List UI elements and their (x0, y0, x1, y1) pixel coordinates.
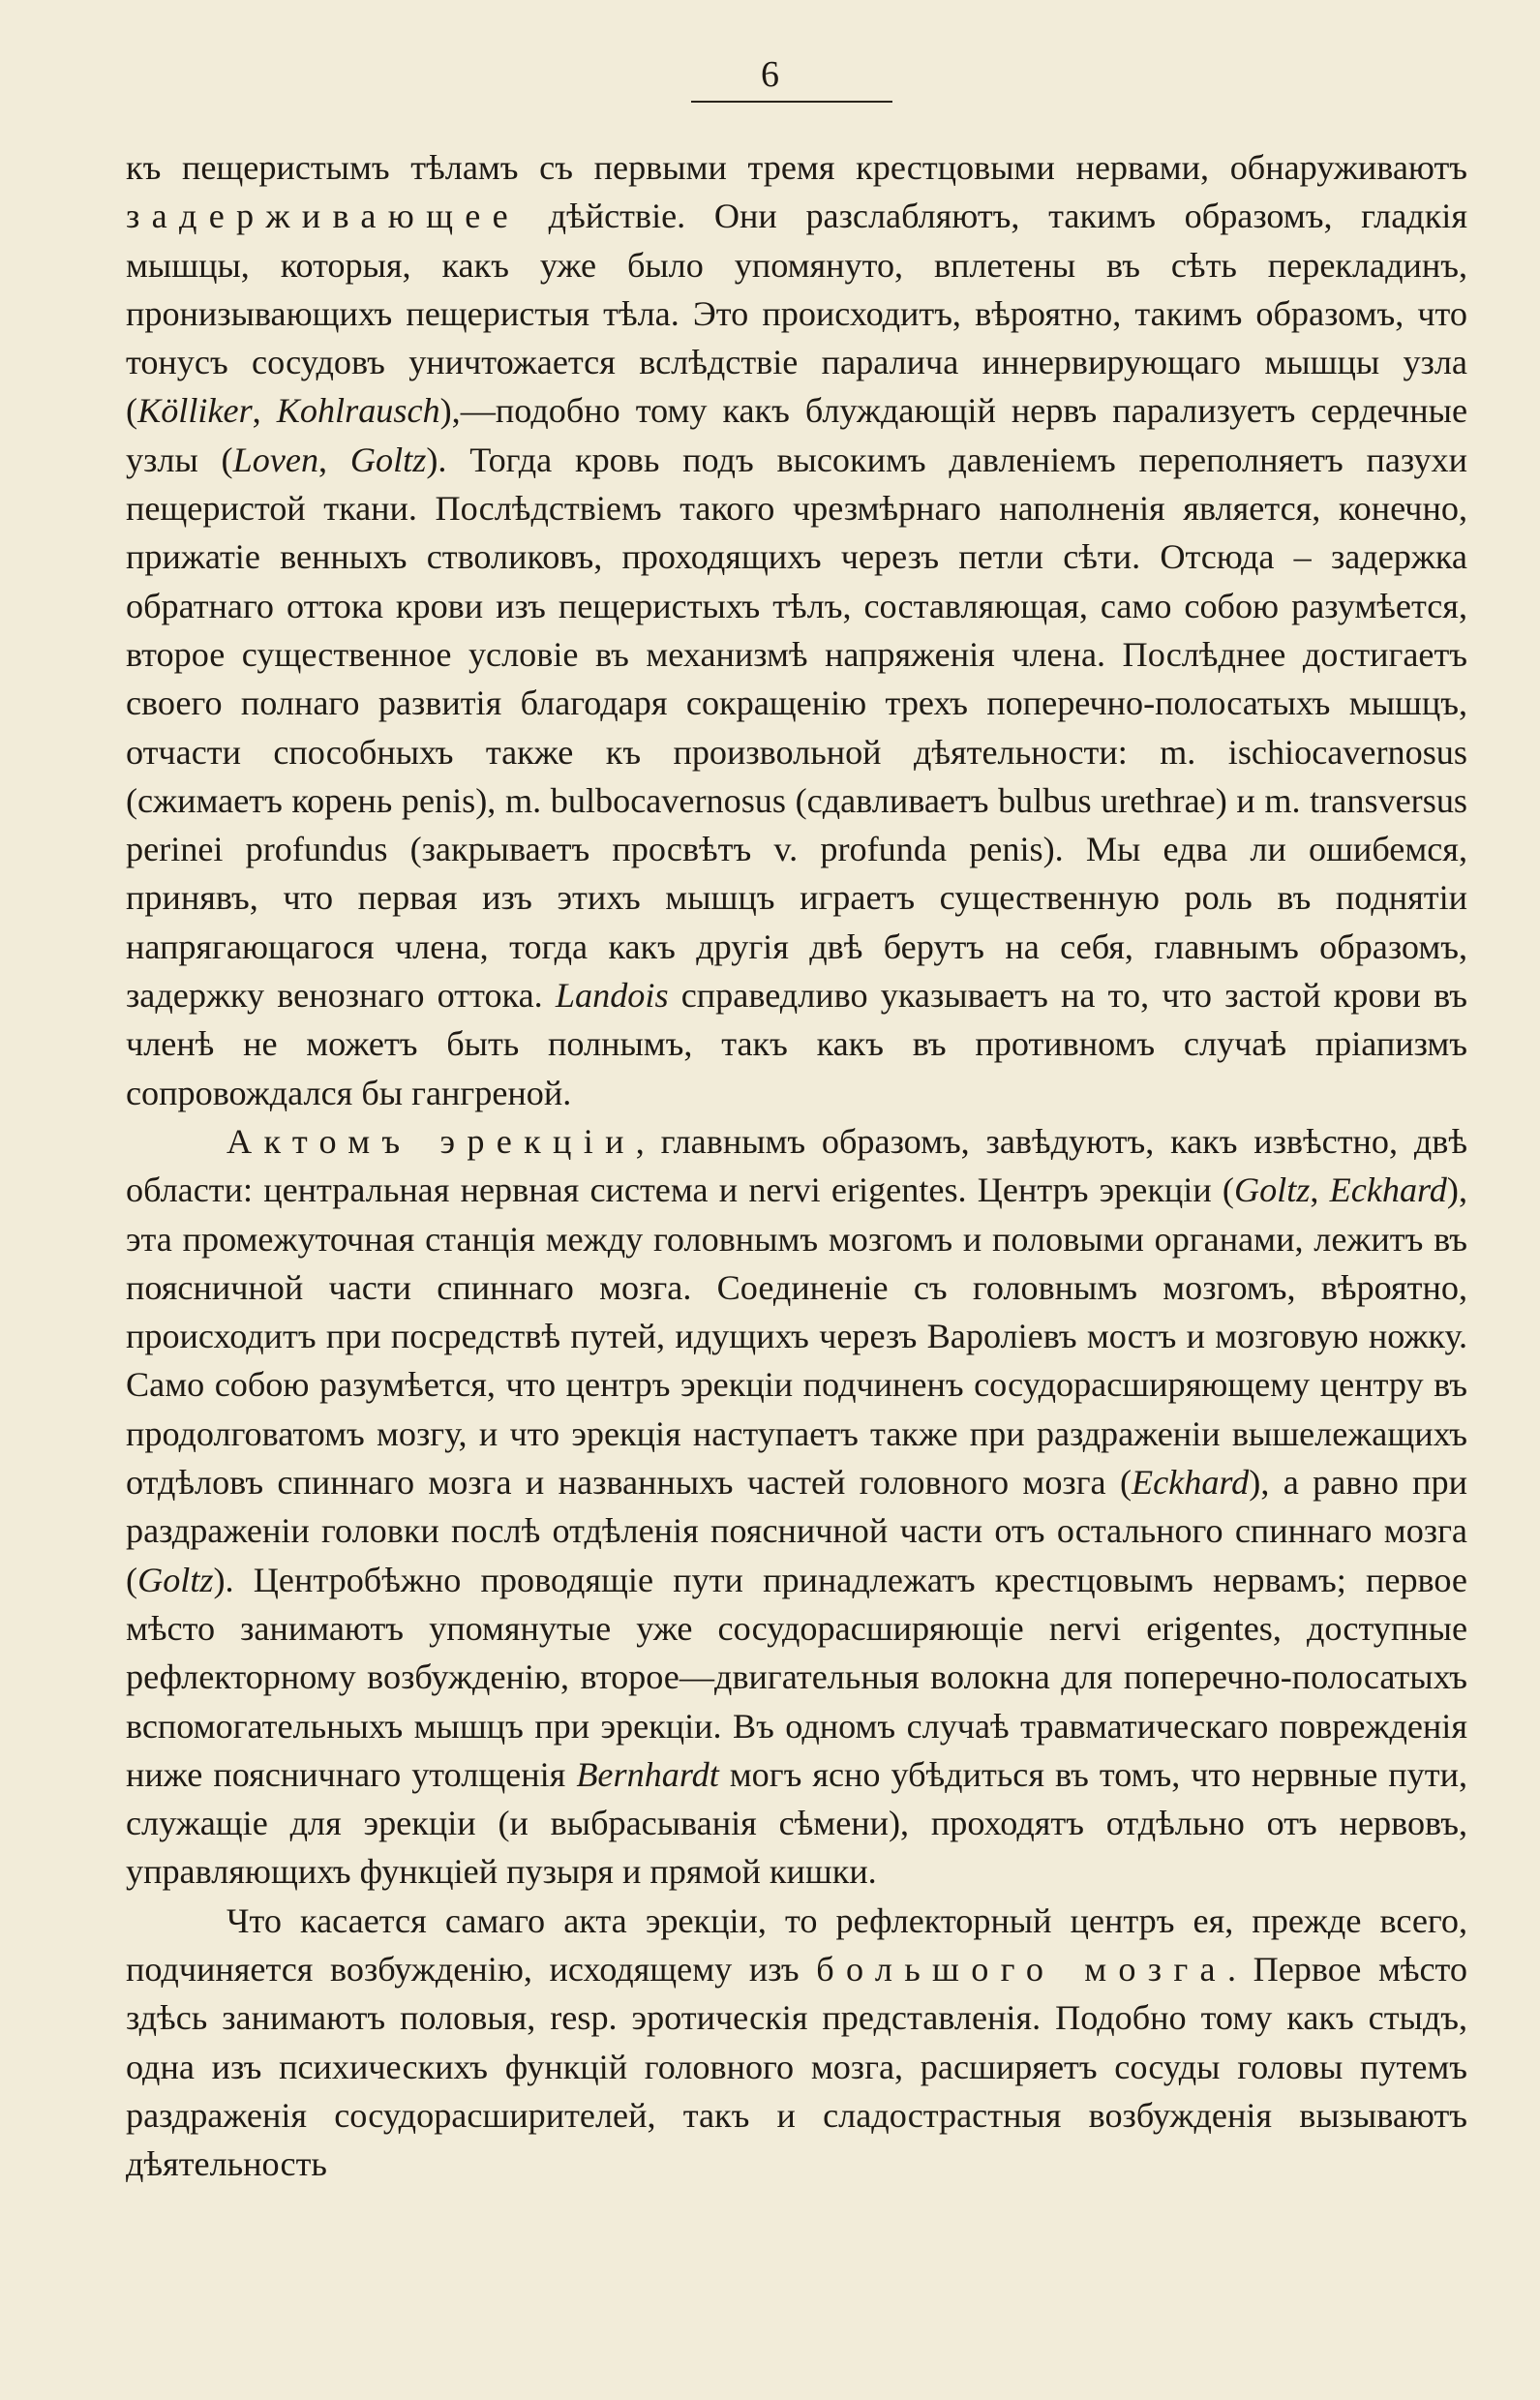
author-name: Eckhard (1132, 1463, 1250, 1503)
author-name: Goltz (349, 440, 427, 479)
author-name: Kölliker (137, 391, 253, 431)
paragraph (126, 143, 1467, 1117)
text-run: могъ ясно убѣдиться въ томъ, что нервные пути, служащіе для эрекціи (и выбрасыванія сѣмени), проходятъ отдѣльно отъ нервовъ, управляющихъ функціей пузыря и прямой кишки. (126, 1754, 1467, 1892)
paragraph (126, 1897, 1467, 2189)
text-run: ),—подобно тому какъ блуждающій нервъ парализуетъ сердечные узлы ( (126, 391, 1468, 479)
author-name: Bernhardt (576, 1754, 719, 1794)
text-run: Что касается самаго акта эрекціи, то рефлекторный центръ ея, прежде всего, подчиняется возбужденію, исходящему изъ (126, 1900, 1467, 1989)
text-run: , (1310, 1170, 1330, 1210)
author-name: Loven (232, 440, 319, 479)
spaced-emphasis: большого мозга (816, 1949, 1227, 1989)
author-name: Eckhard (1329, 1170, 1447, 1210)
text-run: ). Тогда кровь подъ высокимъ давленіемъ переполняетъ пазухи пещеристой ткани. Послѣдствіемъ такого чрезмѣрнаго наполненія является, конечно, прижатіе венныхъ стволиковъ, проходящихъ черезъ петли сѣти. Отсюда – задержка обратнаго оттока крови изъ пещеристыхъ тѣлъ, составляющая, само собою разумѣется, второе существенное условіе въ механизмѣ напряженія члена. Послѣднее достигаетъ своего полнаго развитія благодаря сокращенію трехъ поперечно-полосатыхъ мышцъ, отчасти способныхъ также къ произвольной дѣятельности: m. ischiocavernosus (сжимаетъ корень penis), m. bulbocavernosus (сдавливаетъ bulbus urethrae) и m. transversus perinei profundus (закрываетъ просвѣтъ v. profunda penis). Мы едва ли ошибемся, принявъ, что первая изъ этихъ мышцъ играетъ существенную роль въ поднятіи напрягающагося члена, тогда какъ другія двѣ берутъ на себя, главнымъ образомъ, задержку венознаго оттока. (126, 440, 1468, 1016)
text-run: . Первое мѣсто здѣсь занимаютъ половыя, resp. эротическія представленія. Подобно тому какъ стыдъ, одна изъ психическихъ функцій головного мозга, расширяетъ сосуды головы путемъ раздраженія сосудорасширителей, такъ и сладострастныя возбужденія вызываютъ дѣятельность (126, 1949, 1467, 2184)
text-run: ), а равно при раздраженіи головки послѣ отдѣленія поясничной части отъ остального спиннаго мозга ( (126, 1463, 1468, 1599)
spaced-emphasis: задерживающее (126, 197, 520, 236)
header-rule (691, 101, 892, 103)
text-run: , (252, 391, 277, 431)
author-name: Goltz (137, 1560, 214, 1599)
text-run: дѣйствіе. Они разслабляютъ, такимъ образомъ, гладкія мышцы, которыя, какъ уже было упомянуто, вплетены въ сѣть перекладинъ, пронизывающихъ пещеристыя тѣла. Это происходитъ, вѣроятно, такимъ образомъ, что тонусъ сосудовъ уничтожается вслѣдствіе паралича иннервирующаго мышцы узла ( (126, 197, 1467, 431)
text-run: къ пещеристымъ тѣламъ съ первыми тремя крестцовыми нервами, обнаруживаютъ (126, 148, 1467, 187)
page-number: 6 (761, 54, 779, 95)
paragraph (126, 1117, 1467, 1897)
author-name: Landois (555, 976, 669, 1016)
author-name: Kohlrausch (276, 391, 440, 431)
text-run: справедливо указываетъ на то, что застой крови въ членѣ не можетъ быть полнымъ, такъ какъ въ противномъ случаѣ пріапизмъ сопровождался бы гангреной. (126, 976, 1467, 1112)
text-run: , главнымъ образомъ, завѣдуютъ, какъ извѣстно, двѣ области: центральная нервная система и nervi erigentes. Центръ эрекціи ( (126, 1121, 1467, 1210)
text-run: , (318, 440, 350, 479)
author-name: Goltz (1233, 1170, 1311, 1210)
body-text (126, 143, 1467, 2188)
spaced-emphasis: Актомъ эрекціи (226, 1121, 636, 1161)
text-run: ), эта промежуточная станція между головнымъ мозгомъ и половыми органами, лежитъ въ поясничной части спиннаго мозга. Соединеніе съ головнымъ мозгомъ, вѣроятно, происходитъ при посредствѣ путей, идущихъ черезъ Вароліевъ мостъ и мозговую ножку. Само собою разумѣется, что центръ эрекціи подчиненъ сосудорасширяющему центру въ продолговатомъ мозгу, и что эрекція наступаетъ также при раздраженіи вышележащихъ отдѣловъ спиннаго мозга и названныхъ частей головного мозга ( (126, 1170, 1467, 1503)
text-run: ). Центробѣжно проводящіе пути принадлежатъ крестцовымъ нервамъ; первое мѣсто занимаютъ упомянутые уже сосудорасширяющіе nervi erigentes, доступные рефлекторному возбужденію, второе—двигательныя волокна для поперечно-полосатыхъ вспомогательныхъ мышцъ при эрекціи. Въ одномъ случаѣ травматическаго поврежденія ниже поясничнаго утолщенія (126, 1560, 1467, 1794)
